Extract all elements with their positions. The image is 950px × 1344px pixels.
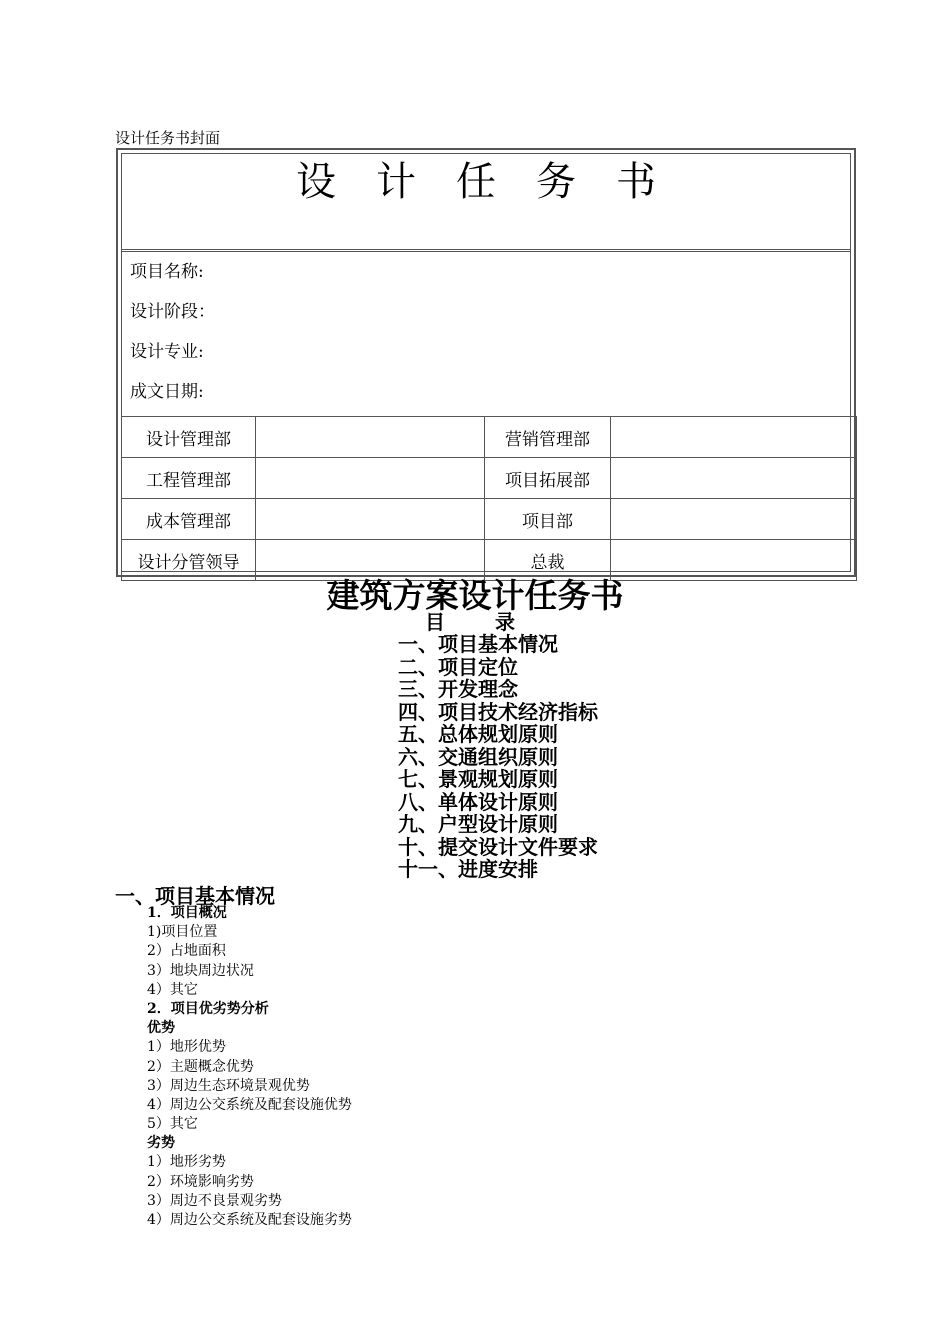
subsection-heading: 优势 — [147, 1020, 175, 1037]
toc-item[interactable]: 四、项目技术经济指标 — [398, 699, 598, 724]
section-body — [147, 904, 352, 1230]
signature-cell[interactable] — [256, 499, 485, 540]
list-item: 3）周边生态环境景观优势 — [147, 1077, 310, 1094]
table-row — [122, 499, 857, 540]
toc-item[interactable]: 十一、进度安排 — [398, 857, 538, 881]
signature-cell[interactable] — [256, 540, 485, 581]
toc-item[interactable]: 一、项目基本情况 — [398, 632, 558, 656]
list-item: 3）周边不良景观劣势 — [147, 1192, 282, 1209]
list-item: 1）地形优势 — [147, 1039, 226, 1056]
signature-cell[interactable] — [611, 458, 857, 499]
subsection-heading: 劣势 — [147, 1135, 175, 1152]
list-item: 2）占地面积 — [147, 943, 226, 960]
list-item: 2）主题概念优势 — [147, 1058, 254, 1075]
toc-heading: 目录 — [425, 610, 565, 634]
toc-item[interactable]: 五、总体规划原则 — [398, 722, 558, 746]
dept-label: 营销管理部 — [485, 417, 611, 458]
cover-fields — [130, 260, 215, 420]
signature-cell[interactable] — [611, 540, 857, 581]
toc-item[interactable]: 七、景观规划原则 — [398, 767, 558, 791]
signature-table — [121, 416, 857, 581]
dept-label: 成本管理部 — [122, 499, 256, 540]
cover-title: 设计任务书 — [122, 156, 850, 252]
signature-cell[interactable] — [611, 417, 857, 458]
dept-label: 工程管理部 — [122, 458, 256, 499]
list-item: 3）地块周边状况 — [147, 962, 254, 979]
field-project-name: 项目名称: — [130, 262, 204, 282]
toc-item[interactable]: 二、项目定位 — [398, 654, 518, 679]
signature-cell[interactable] — [256, 458, 485, 499]
toc-item[interactable]: 九、户型设计原则 — [398, 812, 558, 836]
table-row — [122, 540, 857, 581]
toc-item[interactable]: 六、交通组织原则 — [398, 744, 558, 769]
dept-label: 项目拓展部 — [485, 458, 611, 499]
cover-inner — [121, 153, 851, 572]
cover-box — [116, 148, 856, 577]
dept-label: 设计管理部 — [122, 417, 256, 458]
dept-label: 设计分管领导 — [122, 540, 256, 581]
list-item: 4）周边公交系统及配套设施优势 — [147, 1096, 352, 1113]
field-date: 成文日期: — [130, 382, 204, 402]
table-of-contents — [398, 632, 598, 880]
toc-item[interactable]: 十、提交设计文件要求 — [398, 834, 598, 859]
list-item: 4）其它 — [147, 981, 198, 998]
list-item: 1）地形劣势 — [147, 1154, 226, 1171]
toc-item[interactable]: 三、开发理念 — [398, 677, 518, 701]
document-title: 建筑方案设计任务书 — [326, 576, 624, 615]
list-item: 5）其它 — [147, 1116, 198, 1133]
signature-cell[interactable] — [256, 417, 485, 458]
table-row — [122, 458, 857, 499]
section-heading: 一、项目基本情况 — [115, 884, 275, 908]
table-row — [122, 417, 857, 458]
list-item: 2）环境影响劣势 — [147, 1173, 254, 1190]
subsection-heading: 2．项目优劣势分析 — [147, 1000, 269, 1017]
toc-item[interactable]: 八、单体设计原则 — [398, 789, 558, 814]
subsection-heading: 1．项目概况 — [147, 905, 227, 921]
dept-label: 总裁 — [485, 540, 611, 581]
list-item: 4）周边公交系统及配套设施劣势 — [147, 1212, 352, 1228]
cover-caption: 设计任务书封面 — [115, 129, 221, 147]
field-design-stage: 设计阶段： — [130, 302, 215, 322]
signature-cell[interactable] — [611, 499, 857, 540]
list-item: 1)项目位置 — [147, 924, 218, 941]
field-design-discipline: 设计专业: — [130, 342, 204, 362]
dept-label: 项目部 — [485, 499, 611, 540]
